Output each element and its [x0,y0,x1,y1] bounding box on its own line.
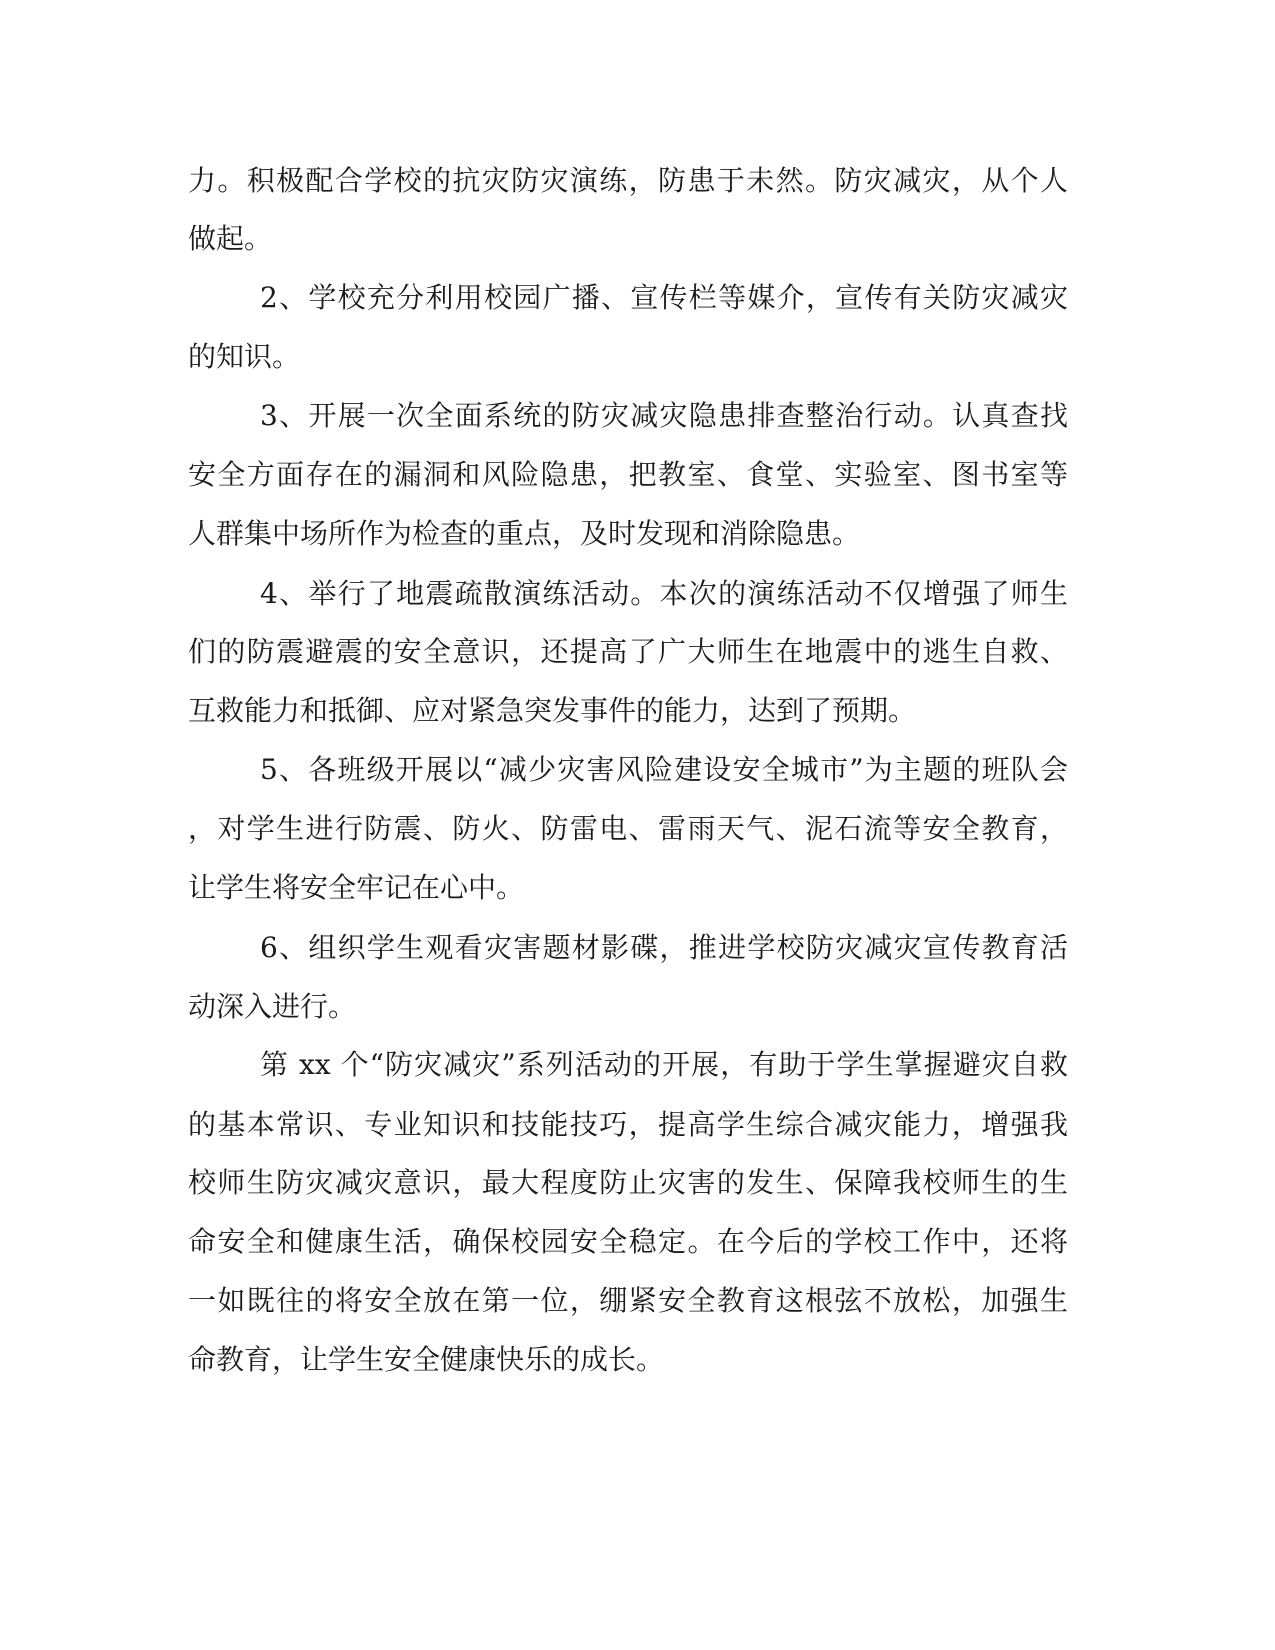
text-line: 做起。 [188,222,273,255]
text-line: 5、各班级开展以“减少灾害风险建设安全城市”为主题的班队会 [260,753,1068,786]
text-line: 2、学校充分利用校园广播、宣传栏等媒介，宣传有关防灾减灾 [260,281,1068,314]
text-line: 第 xx 个“防灾减灾”系列活动的开展，有助于学生掌握避灾自救 [260,1048,1068,1081]
text-line: 命教育，让学生安全健康快乐的成长。 [188,1343,665,1376]
text-line: 的知识。 [188,340,301,373]
text-line: 互救能力和抵御、应对紧急突发事件的能力，达到了预期。 [188,694,917,727]
text-line: 6、组织学生观看灾害题材影碟，推进学校防灾减灾宣传教育活 [260,931,1068,964]
text-line: ，对学生进行防震、防火、防雷电、雷雨天气、泥石流等安全教育， [188,812,1068,845]
text-line: 一如既往的将安全放在第一位，绷紧安全教育这根弦不放松，加强生 [188,1284,1068,1317]
text-line: 校师生防灾减灾意识，最大程度防止灾害的发生、保障我校师生的生 [188,1166,1068,1199]
text-line: 的基本常识、专业知识和技能技巧，提高学生综合减灾能力，增强我 [188,1108,1068,1141]
text-line: 安全方面存在的漏洞和风险隐患，把教室、食堂、实验室、图书室等 [188,458,1068,491]
text-line: 人群集中场所作为检查的重点，及时发现和消除隐患。 [188,517,861,550]
text-line: 4、举行了地震疏散演练活动。本次的演练活动不仅增强了师生 [260,577,1068,610]
text-line: 让学生将安全牢记在心中。 [188,871,525,904]
text-line: 动深入进行。 [188,990,357,1023]
text-line: 力。积极配合学校的抗灾防灾演练，防患于未然。防灾减灾，从个人 [188,164,1068,197]
text-line: 们的防震避震的安全意识，还提高了广大师生在地震中的逃生自救、 [188,635,1068,668]
text-line: 3、开展一次全面系统的防灾减灾隐患排查整治行动。认真查找 [260,399,1068,432]
text-line: 命安全和健康生活，确保校园安全稳定。在今后的学校工作中，还将 [188,1225,1068,1258]
